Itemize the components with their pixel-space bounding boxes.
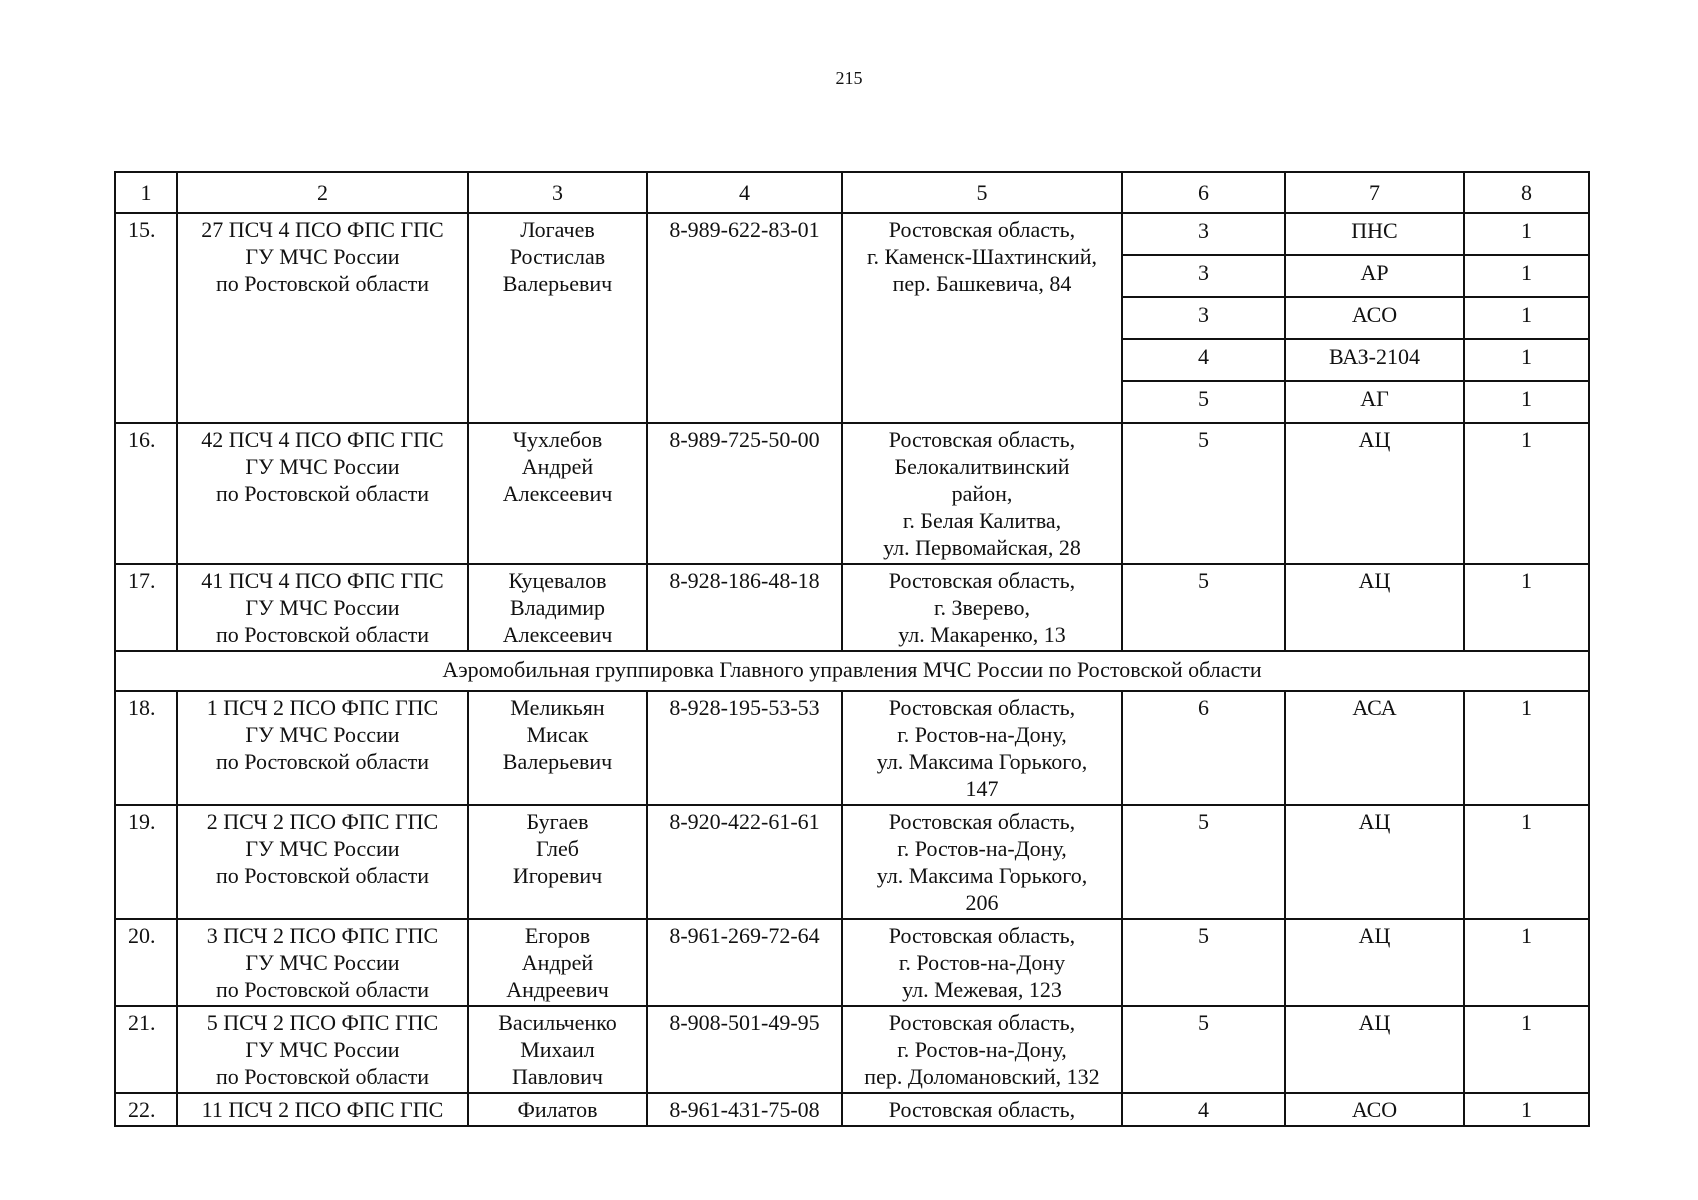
unit-name: [177, 919, 468, 1006]
col6-value: 5: [1122, 381, 1285, 423]
cell-line: Белокалитвинский: [894, 454, 1070, 479]
equipment-type: АЦ: [1285, 423, 1464, 564]
equipment-count: 1: [1464, 564, 1589, 651]
cell-line: Андрей: [521, 950, 594, 975]
cell-line: г. Каменск-Шахтинский,: [866, 244, 1097, 269]
person-name: [468, 805, 647, 919]
cell-line: Павлович: [512, 1064, 603, 1089]
phone-number: 8-961-269-72-64: [647, 919, 842, 1006]
equipment-count: 1: [1464, 1006, 1589, 1093]
cell-line: г. Белая Калитва,: [902, 508, 1062, 533]
cell-line: Чухлебов: [512, 427, 603, 452]
equipment-type: АЦ: [1285, 564, 1464, 651]
equipment-count: 1: [1464, 255, 1589, 297]
col6-value: 3: [1122, 255, 1285, 297]
address: [842, 213, 1122, 423]
cell-line: по Ростовской области: [215, 749, 429, 774]
equipment-count: 1: [1464, 805, 1589, 919]
row-number: 18.: [115, 691, 177, 805]
cell-line: Михаил: [520, 1037, 595, 1062]
column-header: 8: [1464, 172, 1589, 213]
table-header-row: [115, 172, 1589, 213]
cell-line: 5 ПСЧ 2 ПСО ФПС ГПС: [206, 1010, 439, 1035]
row-number: 15.: [115, 213, 177, 423]
units-table: [114, 171, 1590, 1127]
row-number: 16.: [115, 423, 177, 564]
table-row: [115, 805, 1589, 919]
cell-line: ГУ МЧС России: [245, 454, 400, 479]
unit-name: [177, 1006, 468, 1093]
cell-line: ГУ МЧС России: [245, 722, 400, 747]
page-number: 215: [835, 68, 863, 88]
col6-value: 6: [1122, 691, 1285, 805]
row-number: 20.: [115, 919, 177, 1006]
phone-number: 8-989-725-50-00: [647, 423, 842, 564]
cell-line: 41 ПСЧ 4 ПСО ФПС ГПС: [201, 568, 444, 593]
person-name: [468, 919, 647, 1006]
person-name: [468, 1006, 647, 1093]
cell-line: ул. Межевая, 123: [902, 977, 1062, 1002]
cell-line: Ростовская область,: [888, 923, 1076, 948]
cell-line: район,: [951, 481, 1013, 506]
column-header: 5: [842, 172, 1122, 213]
equipment-type: АЦ: [1285, 1006, 1464, 1093]
unit-name: [177, 564, 468, 651]
person-name: [468, 564, 647, 651]
equipment-type: АГ: [1285, 381, 1464, 423]
col6-value: 5: [1122, 919, 1285, 1006]
cell-line: по Ростовской области: [215, 622, 429, 647]
cell-line: ул. Макаренко, 13: [898, 622, 1066, 647]
cell-line: Мисак: [526, 722, 589, 747]
cell-line: Васильченко: [498, 1010, 617, 1035]
cell-line: г. Ростов-на-Дону,: [897, 722, 1067, 747]
cell-line: ГУ МЧС России: [245, 595, 400, 620]
person-name: [468, 213, 647, 423]
cell-line: ГУ МЧС России: [245, 836, 400, 861]
equipment-count: 1: [1464, 919, 1589, 1006]
cell-line: по Ростовской области: [215, 481, 429, 506]
cell-line: пер. Башкевича, 84: [892, 271, 1072, 296]
unit-name: [177, 1093, 468, 1126]
cell-line: 42 ПСЧ 4 ПСО ФПС ГПС: [201, 427, 444, 452]
equipment-type: ПНС: [1285, 213, 1464, 255]
cell-line: ГУ МЧС России: [245, 950, 400, 975]
equipment-count: 1: [1464, 297, 1589, 339]
cell-line: Филатов: [517, 1097, 598, 1122]
cell-line: 2 ПСЧ 2 ПСО ФПС ГПС: [206, 809, 439, 834]
section-row: [115, 651, 1589, 691]
cell-line: Ростовская область,: [888, 217, 1076, 242]
cell-line: Андреевич: [506, 977, 609, 1002]
phone-number: 8-961-431-75-08: [647, 1093, 842, 1126]
cell-line: по Ростовской области: [215, 1064, 429, 1089]
equipment-type: АСА: [1285, 691, 1464, 805]
cell-line: Валерьевич: [502, 749, 613, 774]
address: [842, 691, 1122, 805]
equipment-count: 1: [1464, 213, 1589, 255]
cell-line: Бугаев: [526, 809, 589, 834]
person-name: [468, 423, 647, 564]
cell-line: Владимир: [509, 595, 606, 620]
cell-line: 11 ПСЧ 2 ПСО ФПС ГПС: [201, 1097, 444, 1122]
phone-number: 8-989-622-83-01: [647, 213, 842, 423]
cell-line: г. Зверево,: [933, 595, 1031, 620]
cell-line: ул. Максима Горького,: [876, 863, 1088, 888]
cell-line: 3 ПСЧ 2 ПСО ФПС ГПС: [206, 923, 439, 948]
cell-line: Ростовская область,: [888, 809, 1076, 834]
col6-value: 5: [1122, 423, 1285, 564]
cell-line: Игоревич: [512, 863, 603, 888]
cell-line: г. Ростов-на-Дону,: [897, 1037, 1067, 1062]
cell-line: ул. Первомайская, 28: [883, 535, 1081, 560]
column-header: 7: [1285, 172, 1464, 213]
person-name: [468, 691, 647, 805]
cell-line: Меликьян: [510, 695, 605, 720]
column-header: 3: [468, 172, 647, 213]
equipment-count: 1: [1464, 339, 1589, 381]
equipment-count: 1: [1464, 381, 1589, 423]
address: [842, 423, 1122, 564]
cell-line: Глеб: [535, 836, 579, 861]
equipment-count: 1: [1464, 423, 1589, 564]
cell-line: Егоров: [524, 923, 591, 948]
col6-value: 3: [1122, 297, 1285, 339]
phone-number: 8-928-195-53-53: [647, 691, 842, 805]
cell-line: 27 ПСЧ 4 ПСО ФПС ГПС: [201, 217, 444, 242]
phone-number: 8-920-422-61-61: [647, 805, 842, 919]
cell-line: Валерьевич: [502, 271, 613, 296]
phone-number: 8-928-186-48-18: [647, 564, 842, 651]
cell-line: Куцевалов: [508, 568, 607, 593]
column-header: 4: [647, 172, 842, 213]
address: [842, 564, 1122, 651]
address: [842, 1093, 1122, 1126]
address: [842, 805, 1122, 919]
cell-line: пер. Доломановский, 132: [864, 1064, 1100, 1089]
cell-line: 206: [965, 890, 999, 915]
row-number: 17.: [115, 564, 177, 651]
table-row: [115, 1006, 1589, 1093]
table-row: [115, 564, 1589, 651]
cell-line: г. Ростов-на-Дону,: [897, 836, 1067, 861]
col6-value: 4: [1122, 339, 1285, 381]
address: [842, 919, 1122, 1006]
table-row: [115, 423, 1589, 564]
cell-line: Ростовская область,: [888, 1097, 1076, 1122]
unit-name: [177, 213, 468, 423]
cell-line: Андрей: [521, 454, 594, 479]
row-number: 21.: [115, 1006, 177, 1093]
cell-line: Ростовская область,: [888, 695, 1076, 720]
address: [842, 1006, 1122, 1093]
cell-line: Алексеевич: [502, 622, 613, 647]
col6-value: 4: [1122, 1093, 1285, 1126]
unit-name: [177, 423, 468, 564]
section-title: Аэромобильная группировка Главного управления МЧС России по Ростовской области: [115, 651, 1589, 691]
equipment-type: ВАЗ-2104: [1285, 339, 1464, 381]
cell-line: по Ростовской области: [215, 271, 429, 296]
row-number: 22.: [115, 1093, 177, 1126]
cell-line: Ростислав: [509, 244, 606, 269]
cell-line: ГУ МЧС России: [245, 1037, 400, 1062]
equipment-count: 1: [1464, 1093, 1589, 1126]
equipment-type: АЦ: [1285, 919, 1464, 1006]
equipment-type: АР: [1285, 255, 1464, 297]
column-header: 1: [115, 172, 177, 213]
col6-value: 5: [1122, 564, 1285, 651]
phone-number: 8-908-501-49-95: [647, 1006, 842, 1093]
cell-line: ГУ МЧС России: [245, 244, 400, 269]
col6-value: 5: [1122, 805, 1285, 919]
col6-value: 3: [1122, 213, 1285, 255]
table-row: [115, 1093, 1589, 1126]
cell-line: по Ростовской области: [215, 863, 429, 888]
unit-name: [177, 691, 468, 805]
cell-line: 1 ПСЧ 2 ПСО ФПС ГПС: [206, 695, 439, 720]
cell-line: ул. Максима Горького,: [876, 749, 1088, 774]
col6-value: 5: [1122, 1006, 1285, 1093]
equipment-count: 1: [1464, 691, 1589, 805]
cell-line: по Ростовской области: [215, 977, 429, 1002]
cell-line: Ростовская область,: [888, 427, 1076, 452]
cell-line: Ростовская область,: [888, 1010, 1076, 1035]
equipment-type: АЦ: [1285, 805, 1464, 919]
cell-line: г. Ростов-на-Дону: [898, 950, 1066, 975]
table-row: [115, 919, 1589, 1006]
column-header: 6: [1122, 172, 1285, 213]
person-name: [468, 1093, 647, 1126]
cell-line: 147: [965, 776, 999, 801]
cell-line: Ростовская область,: [888, 568, 1076, 593]
equipment-type: АСО: [1285, 297, 1464, 339]
equipment-type: АСО: [1285, 1093, 1464, 1126]
table-row: [115, 213, 1589, 255]
unit-name: [177, 805, 468, 919]
column-header: 2: [177, 172, 468, 213]
cell-line: Алексеевич: [502, 481, 613, 506]
table-row: [115, 691, 1589, 805]
cell-line: Логачев: [520, 217, 595, 242]
row-number: 19.: [115, 805, 177, 919]
